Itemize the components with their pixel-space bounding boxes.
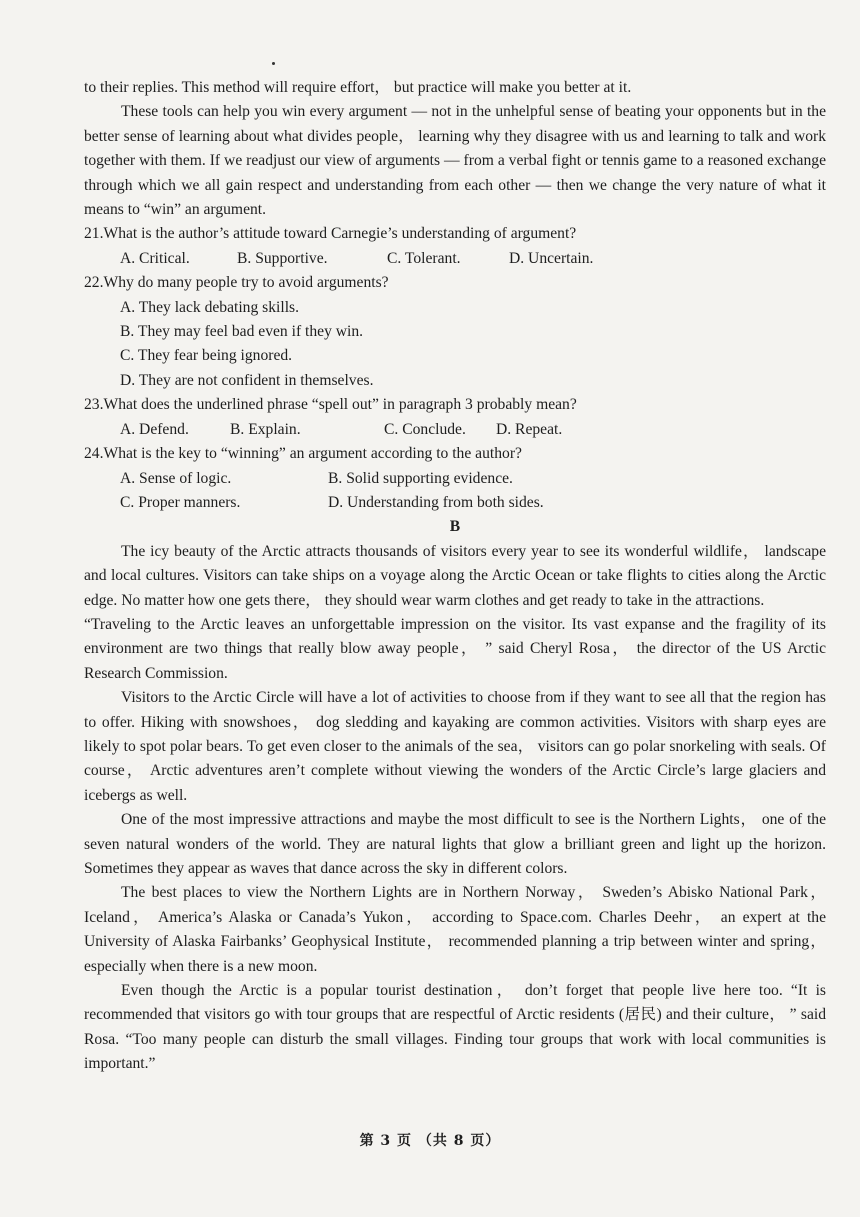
option-b: B. Explain. bbox=[230, 420, 301, 438]
option-a: A. Defend. bbox=[120, 420, 189, 438]
passage-b-paragraph-2: “Traveling to the Arctic leaves an unforgettable impression on the visitor. Its vast expanse and the fragility of its environment are two things that really blow away people， ” said Cheryl Rosa， the director of the US Arctic Research Commission. bbox=[84, 615, 826, 682]
passage-b-paragraph-6: Even though the Arctic is a popular tourist destination， don’t forget that people live here too. “It is recommended that visitors go with tour groups that are respectful of Arctic residents (居民) and their culture， ” said Rosa. “Too many people can disturb the small villages. Finding tour groups that work with local communities is important.” bbox=[84, 982, 826, 1073]
option-d: D. Understanding from both sides. bbox=[328, 493, 544, 511]
option-b: B. Supportive. bbox=[237, 249, 328, 267]
option-d: D. Repeat. bbox=[496, 420, 563, 438]
page-number: 第 3 页 （共 8 页） bbox=[359, 1133, 501, 1149]
question-21-options bbox=[84, 247, 826, 271]
passage-b-paragraph-5: The best places to view the Northern Lights are in Northern Norway， Sweden’s Abisko National Park， Iceland， America’s Alaska or Canada’s Yukon， according to Space.com. Charles Deehr， an expert at the University of Alaska Fairbanks’ Geophysical Institute， recommended planning a trip between winter and spring， especially when there is a new moon. bbox=[84, 884, 826, 975]
question-22: 22.Why do many people try to avoid arguments? bbox=[84, 274, 389, 292]
passage-a-paragraph: These tools can help you win every argument — not in the unhelpful sense of beating your opponents but in the better sense of learning about what divides people， learning why they disagree with us and learning to talk and work together with them. If we readjust our view of arguments — from a verbal fight or tennis game to a reasoned exchange through which we all gain respect and understanding from each other — then we change the very nature of what it means to “win” an argument. bbox=[84, 103, 826, 219]
option-d: D. Uncertain. bbox=[509, 249, 594, 267]
section-heading: B bbox=[449, 518, 461, 536]
passage-a-line: to their replies. This method will require effort， but practice will make you better at it. bbox=[84, 79, 632, 96]
option-c: C. Proper manners. bbox=[120, 493, 241, 511]
scan-speck bbox=[272, 62, 275, 65]
option-b: B. They may feel bad even if they win. bbox=[120, 323, 364, 341]
exam-page bbox=[84, 76, 826, 1077]
option-c: C. Tolerant. bbox=[387, 249, 461, 267]
option-c: C. Conclude. bbox=[384, 420, 466, 438]
question-24-options-row2 bbox=[84, 491, 826, 515]
passage-b-paragraph-4: One of the most impressive attractions and maybe the most difficult to see is the Northern Lights， one of the seven natural wonders of the world. They are natural lights that glow a brilliant green and light up the horizon. Sometimes they appear as waves that dance across the sky in different colors. bbox=[84, 811, 826, 877]
question-23-options bbox=[84, 418, 826, 442]
option-c: C. They fear being ignored. bbox=[120, 347, 293, 365]
question-21: 21.What is the author’s attitude toward Carnegie’s understanding of argument? bbox=[84, 225, 577, 243]
passage-b-paragraph-3: Visitors to the Arctic Circle will have a lot of activities to choose from if they want to see all that the region has to offer. Hiking with snowshoes， dog sledding and kayaking are common activities. Visitors with sharp eyes are likely to spot polar bears. To get even closer to the animals of the sea， visitors can go polar snorkeling with seals. Of course， Arctic adventures aren’t complete without viewing the wonders of the Arctic Circle’s large glaciers and icebergs as well. bbox=[84, 689, 826, 804]
passage-b-paragraph-1: The icy beauty of the Arctic attracts thousands of visitors every year to see its wonderful wildlife， landscape and local cultures. Visitors can take ships on a voyage along the Arctic Ocean or take flights to cities along the Arctic edge. No matter how one gets there， they should wear warm clothes and get ready to take in the attractions. bbox=[84, 542, 826, 609]
option-a: A. Critical. bbox=[120, 249, 190, 267]
option-a: A. They lack debating skills. bbox=[120, 298, 300, 316]
option-a: A. Sense of logic. bbox=[120, 469, 232, 487]
option-b: B. Solid supporting evidence. bbox=[328, 469, 513, 487]
option-d: D. They are not confident in themselves. bbox=[120, 371, 374, 389]
question-24-options-row1 bbox=[84, 467, 826, 491]
question-24: 24.What is the key to “winning” an argument according to the author? bbox=[84, 445, 522, 463]
question-23: 23.What does the underlined phrase “spell out” in paragraph 3 probably mean? bbox=[84, 396, 577, 414]
